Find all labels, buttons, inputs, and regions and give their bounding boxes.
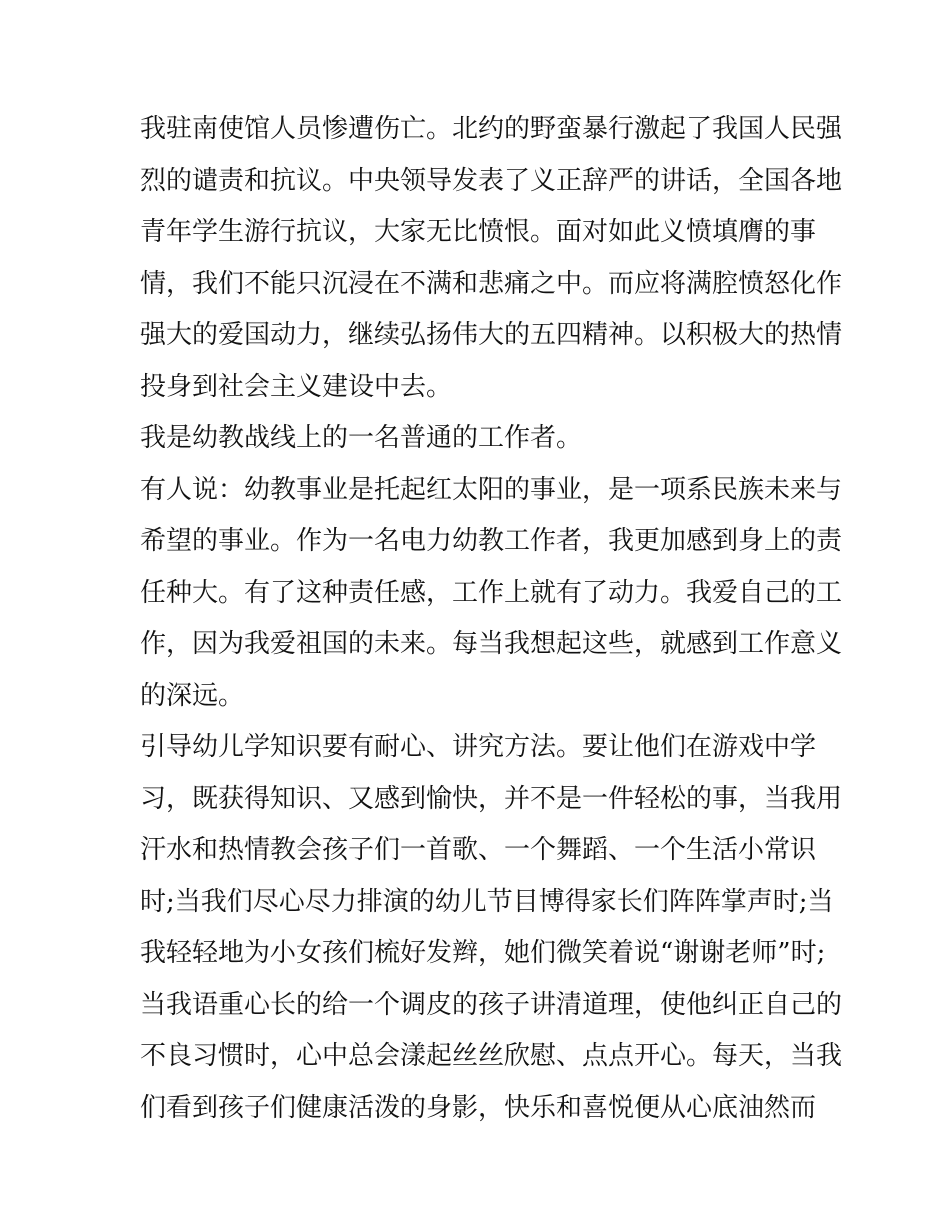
text-line: 我轻轻地为小女孩们梳好发辫，她们微笑着说“谢谢老师”时;	[140, 938, 826, 968]
text-line: 习，既获得知识、又感到愉快，并不是一件轻松的事，当我用	[140, 783, 843, 814]
text-line: 汗水和热情教会孩子们一首歌、一个舞蹈、一个生活小常识	[140, 835, 817, 865]
text-line: 烈的谴责和抗议。中央领导发表了义正辞严的讲话，全国各地	[140, 165, 843, 196]
text-line: 当我语重心长的给一个调皮的孩子讲清道理，使他纠正自己的	[140, 989, 843, 1020]
text-line: 有人说：幼教事业是托起红太阳的事业，是一项系民族未来与	[140, 474, 843, 505]
text-line: 强大的爱国动力，继续弘扬伟大的五四精神。以积极大的热情	[140, 320, 843, 350]
document-body	[140, 104, 843, 1134]
text-line: 引导幼儿学知识要有耐心、讲究方法。要让他们在游戏中学	[140, 732, 817, 762]
text-line: 时;当我们尽心尽力排演的幼儿节目博得家长们阵阵掌声时;当	[140, 886, 834, 917]
text-line: 作，因为我爱祖国的未来。每当我想起这些，就感到工作意义	[140, 629, 843, 659]
text-line: 青年学生游行抗议，大家无比愤恨。面对如此义愤填膺的事	[140, 217, 817, 247]
text-line: 任种大。有了这种责任感，工作上就有了动力。我爱自己的工	[140, 577, 843, 608]
text-line: 们看到孩子们健康活泼的身影，快乐和喜悦便从心底油然而	[140, 1092, 817, 1123]
text-line: 我驻南使馆人员惨遭伤亡。北约的野蛮暴行激起了我国人民强	[140, 114, 843, 144]
text-line: 不良习惯时，心中总会漾起丝丝欣慰、点点开心。每天，当我	[140, 1041, 843, 1071]
text-line: 我是幼教战线上的一名普通的工作者。	[140, 423, 583, 453]
text-line: 的深远。	[140, 680, 245, 711]
text-line: 希望的事业。作为一名电力幼教工作者，我更加感到身上的责	[140, 526, 843, 556]
text-line: 情，我们不能只沉浸在不满和悲痛之中。而应将满腔愤怒化作	[140, 268, 843, 299]
text-line: 投身到社会主义建设中去。	[140, 371, 453, 402]
